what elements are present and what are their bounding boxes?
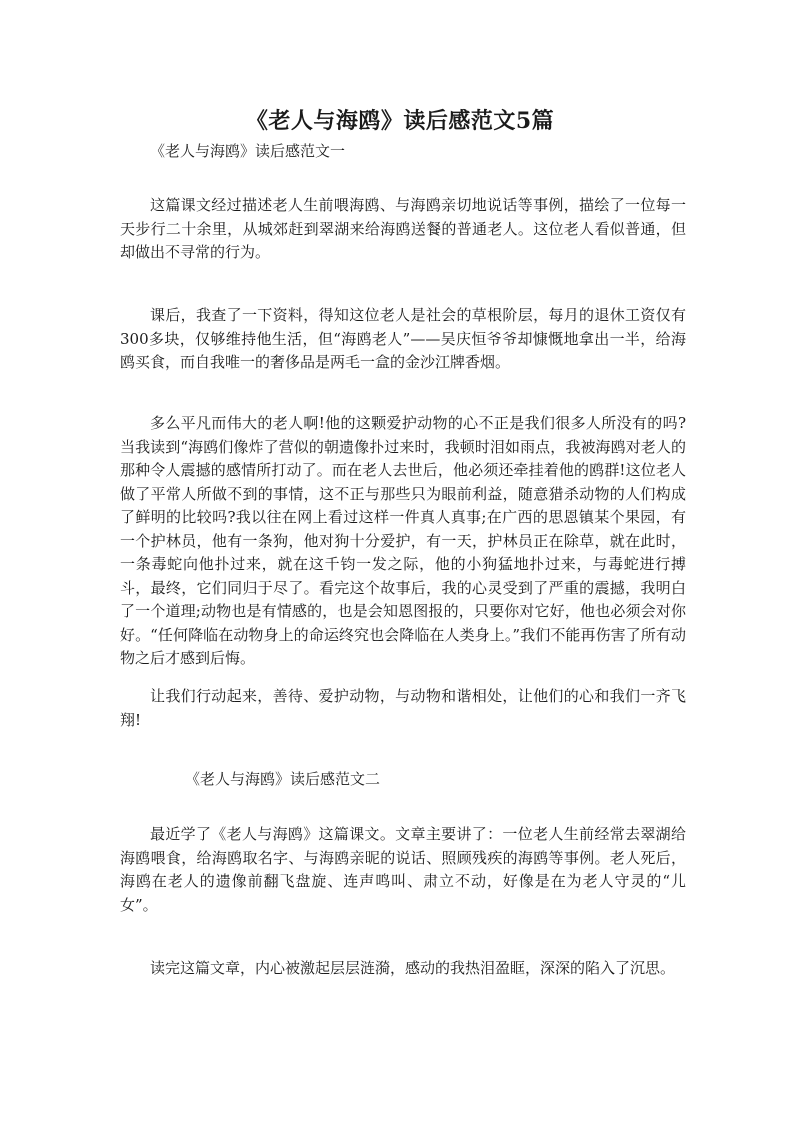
paragraph: 读完这篇文章，内心被激起层层涟漪，感动的我热泪盈眶，深深的陷入了沉思。 xyxy=(150,959,676,977)
paragraph: 让我们行动起来，善待、爱护动物，与动物和谐相处，让他们的心和我们一齐飞翔! xyxy=(120,687,686,729)
section-heading-1: 《老人与海鸥》读后感范文一 xyxy=(150,142,346,160)
section-heading-2: 《老人与海鸥》读后感范文二 xyxy=(185,770,381,788)
paragraph: 最近学了《老人与海鸥》这篇课文。文章主要讲了：一位老人生前经常去翠湖给海鸥喂食，给海鸥取名字、与海鸥亲昵的说话、照顾残疾的海鸥等事例。老人死后，海鸥在老人的遗像前翻飞盘旋、连声鸣叫、肃立不动，好像是在为老人守灵的“儿女”。 xyxy=(120,825,686,914)
paragraph: 多么平凡而伟大的老人啊!他的这颗爱护动物的心不正是我们很多人所没有的吗?当我读到“海鸥们像炸了营似的朝遗像扑过来时，我顿时泪如雨点，我被海鸥对老人的那种令人震撼的感情所打动了。而在老人去世后，他必须还牵挂着他的鸥群!这位老人做了平常人所做不到的事情，这不正与那些只为眼前利益，随意猎杀动物的人们构成了鲜明的比较吗?我以往在网上看过这样一件真人真事;在广西的思恩镇某个果园，有一个护林员，他有一条狗，他对狗十分爱护，有一天，护林员正在除草，就在此时，一条毒蛇向他扑过来，就在这千钧一发之际，他的小狗猛地扑过来，与毒蛇进行搏斗，最终，它们同归于尽了。看完这个故事后，我的心灵受到了严重的震撼，我明白了一个道理;动物也是有情感的，也是会知恩图报的，只要你对它好，他也必须会对你好。“任何降临在动物身上的命运终究也会降临在人类身上。”我们不能再伤害了所有动物之后才感到后悔。 xyxy=(120,414,686,667)
paragraph: 这篇课文经过描述老人生前喂海鸥、与海鸥亲切地说话等事例，描绘了一位每一天步行二十余里，从城郊赶到翠湖来给海鸥送餐的普通老人。这位老人看似普通，但却做出不寻常的行为。 xyxy=(120,196,686,261)
document-title: 《老人与海鸥》读后感范文5篇 xyxy=(245,108,555,134)
paragraph: 课后，我查了一下资料，得知这位老人是社会的草根阶层，每月的退休工资仅有300多块，仅够维持他生活，但“海鸥老人”——吴庆恒爷爷却慷慨地拿出一半，给海鸥买食，而自我唯一的奢侈品是两毛一盒的金沙江牌香烟。 xyxy=(120,306,686,371)
